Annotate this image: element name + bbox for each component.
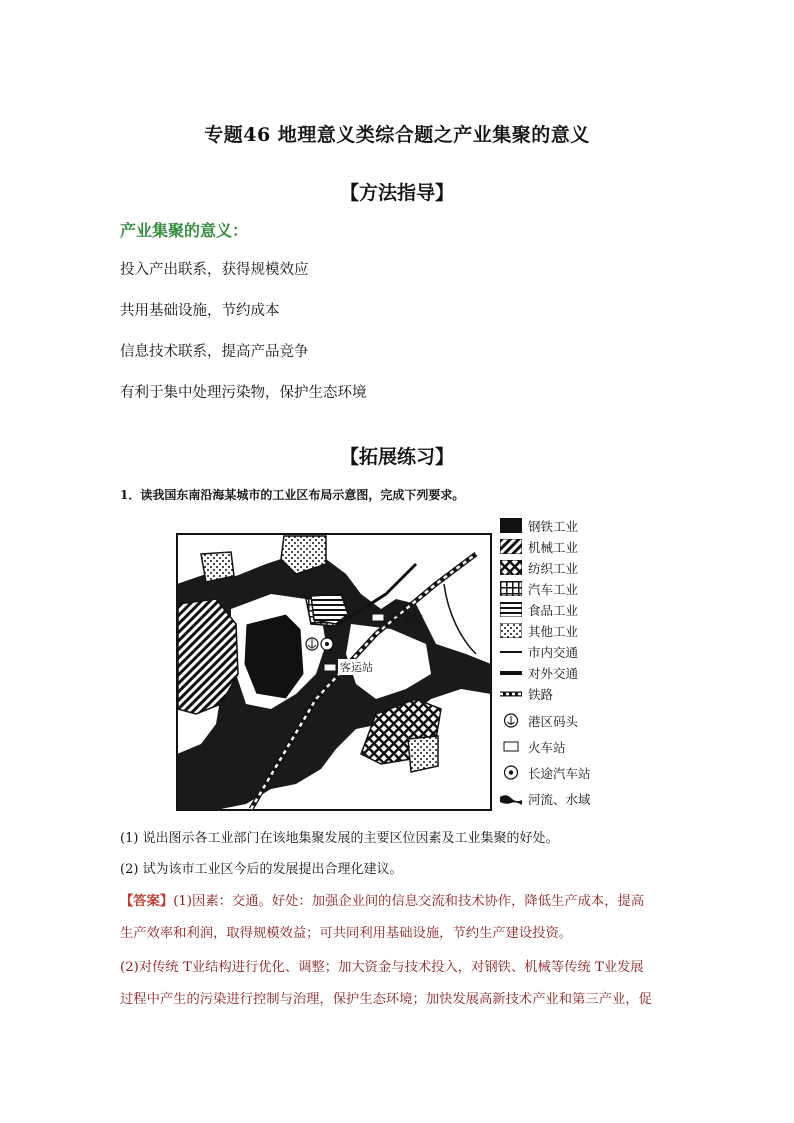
steel-swatch (500, 518, 522, 533)
other-industry-area (201, 552, 234, 582)
port-icon (306, 638, 318, 650)
auto-swatch (500, 581, 522, 596)
river-swatch (500, 791, 522, 806)
page-title: 专题46 地理意义类综合题之产业集聚的意义 (204, 124, 590, 146)
railway-swatch (500, 686, 522, 701)
bus-station-icon (321, 638, 333, 650)
legend-item-textile: 纺织工业 (500, 558, 650, 578)
steel-industry-area (244, 614, 304, 699)
legend-item-railway: 铁路 (500, 684, 650, 704)
legend-item-external-traffic: 对外交通 (500, 663, 650, 683)
freight-station-label: 货运站 (390, 612, 423, 625)
answer-line-2: 生产效率和利润，取得规模效益；可共同利用基础设施，节约生产建设投资。 (120, 926, 573, 941)
passenger-station-marker (324, 664, 336, 671)
legend-item-port: 港区码头 (500, 711, 650, 731)
question-sub2: (2) 试为该市工业区今后的发展提出合理化建议。 (120, 862, 403, 877)
legend-item-bus-station: 长途汽车站 (500, 763, 650, 783)
legend-item-machinery: 机械工业 (500, 537, 650, 557)
legend-item-other: 其他工业 (500, 621, 650, 641)
machinery-swatch (500, 539, 522, 554)
passenger-station-label: 客运站 (340, 661, 373, 674)
external-traffic-swatch (500, 665, 522, 680)
method-subheading: 产业集聚的意义： (120, 221, 249, 240)
method-heading: 【方法指导】 (339, 182, 454, 204)
city-traffic-swatch (500, 644, 522, 659)
freight-station-marker (372, 614, 384, 621)
industrial-layout-map (176, 514, 492, 812)
question-sub1: (1) 说出图示各工业部门在该地集聚发展的主要区位因素及工业集聚的好处。 (120, 831, 559, 846)
legend-item-auto: 汽车工业 (500, 579, 650, 599)
other-swatch (500, 623, 522, 638)
textile-swatch (500, 560, 522, 575)
method-point: 共用基础设施，节约成本 (120, 303, 280, 319)
answer-tag: 【答案】 (120, 894, 174, 909)
legend-item-steel: 钢铁工业 (500, 516, 650, 536)
method-point: 投入产出联系，获得规模效应 (120, 262, 309, 278)
port-icon (500, 713, 522, 728)
food-industry-area (311, 594, 348, 624)
other-industry-area (408, 736, 438, 772)
answer-line-3: (2)对传统 T业结构进行优化、调整；加大资金与技术投入，对钢铁、机械等传统 T业发展 (120, 960, 644, 975)
answer-text: (1)因素：交通。好处：加强企业间的信息交流和技术协作，降低生产成本，提高 (173, 894, 645, 909)
bus-station-icon (500, 765, 522, 780)
method-point: 信息技术联系，提高产品竞争 (120, 344, 309, 360)
answer-line-1 (120, 890, 644, 909)
legend-item-city-traffic: 市内交通 (500, 642, 650, 662)
train-station-icon (500, 739, 522, 754)
legend-item-river: 河流、水域 (500, 789, 650, 809)
answer-line-4: 过程中产生的污染进行控制与治理，保护生态环境；加快发展高新技术产业和第三产业，促 (120, 992, 652, 1007)
legend-item-train-station: 火车站 (500, 737, 650, 757)
method-point: 有利于集中处理污染物，保护生态环境 (120, 385, 367, 401)
practice-heading: 【拓展练习】 (339, 446, 454, 468)
legend-item-food: 食品工业 (500, 600, 650, 620)
food-swatch (500, 602, 522, 617)
question-intro: 1．读我国东南沿海某城市的工业区布局示意图，完成下列要求。 (120, 488, 465, 502)
